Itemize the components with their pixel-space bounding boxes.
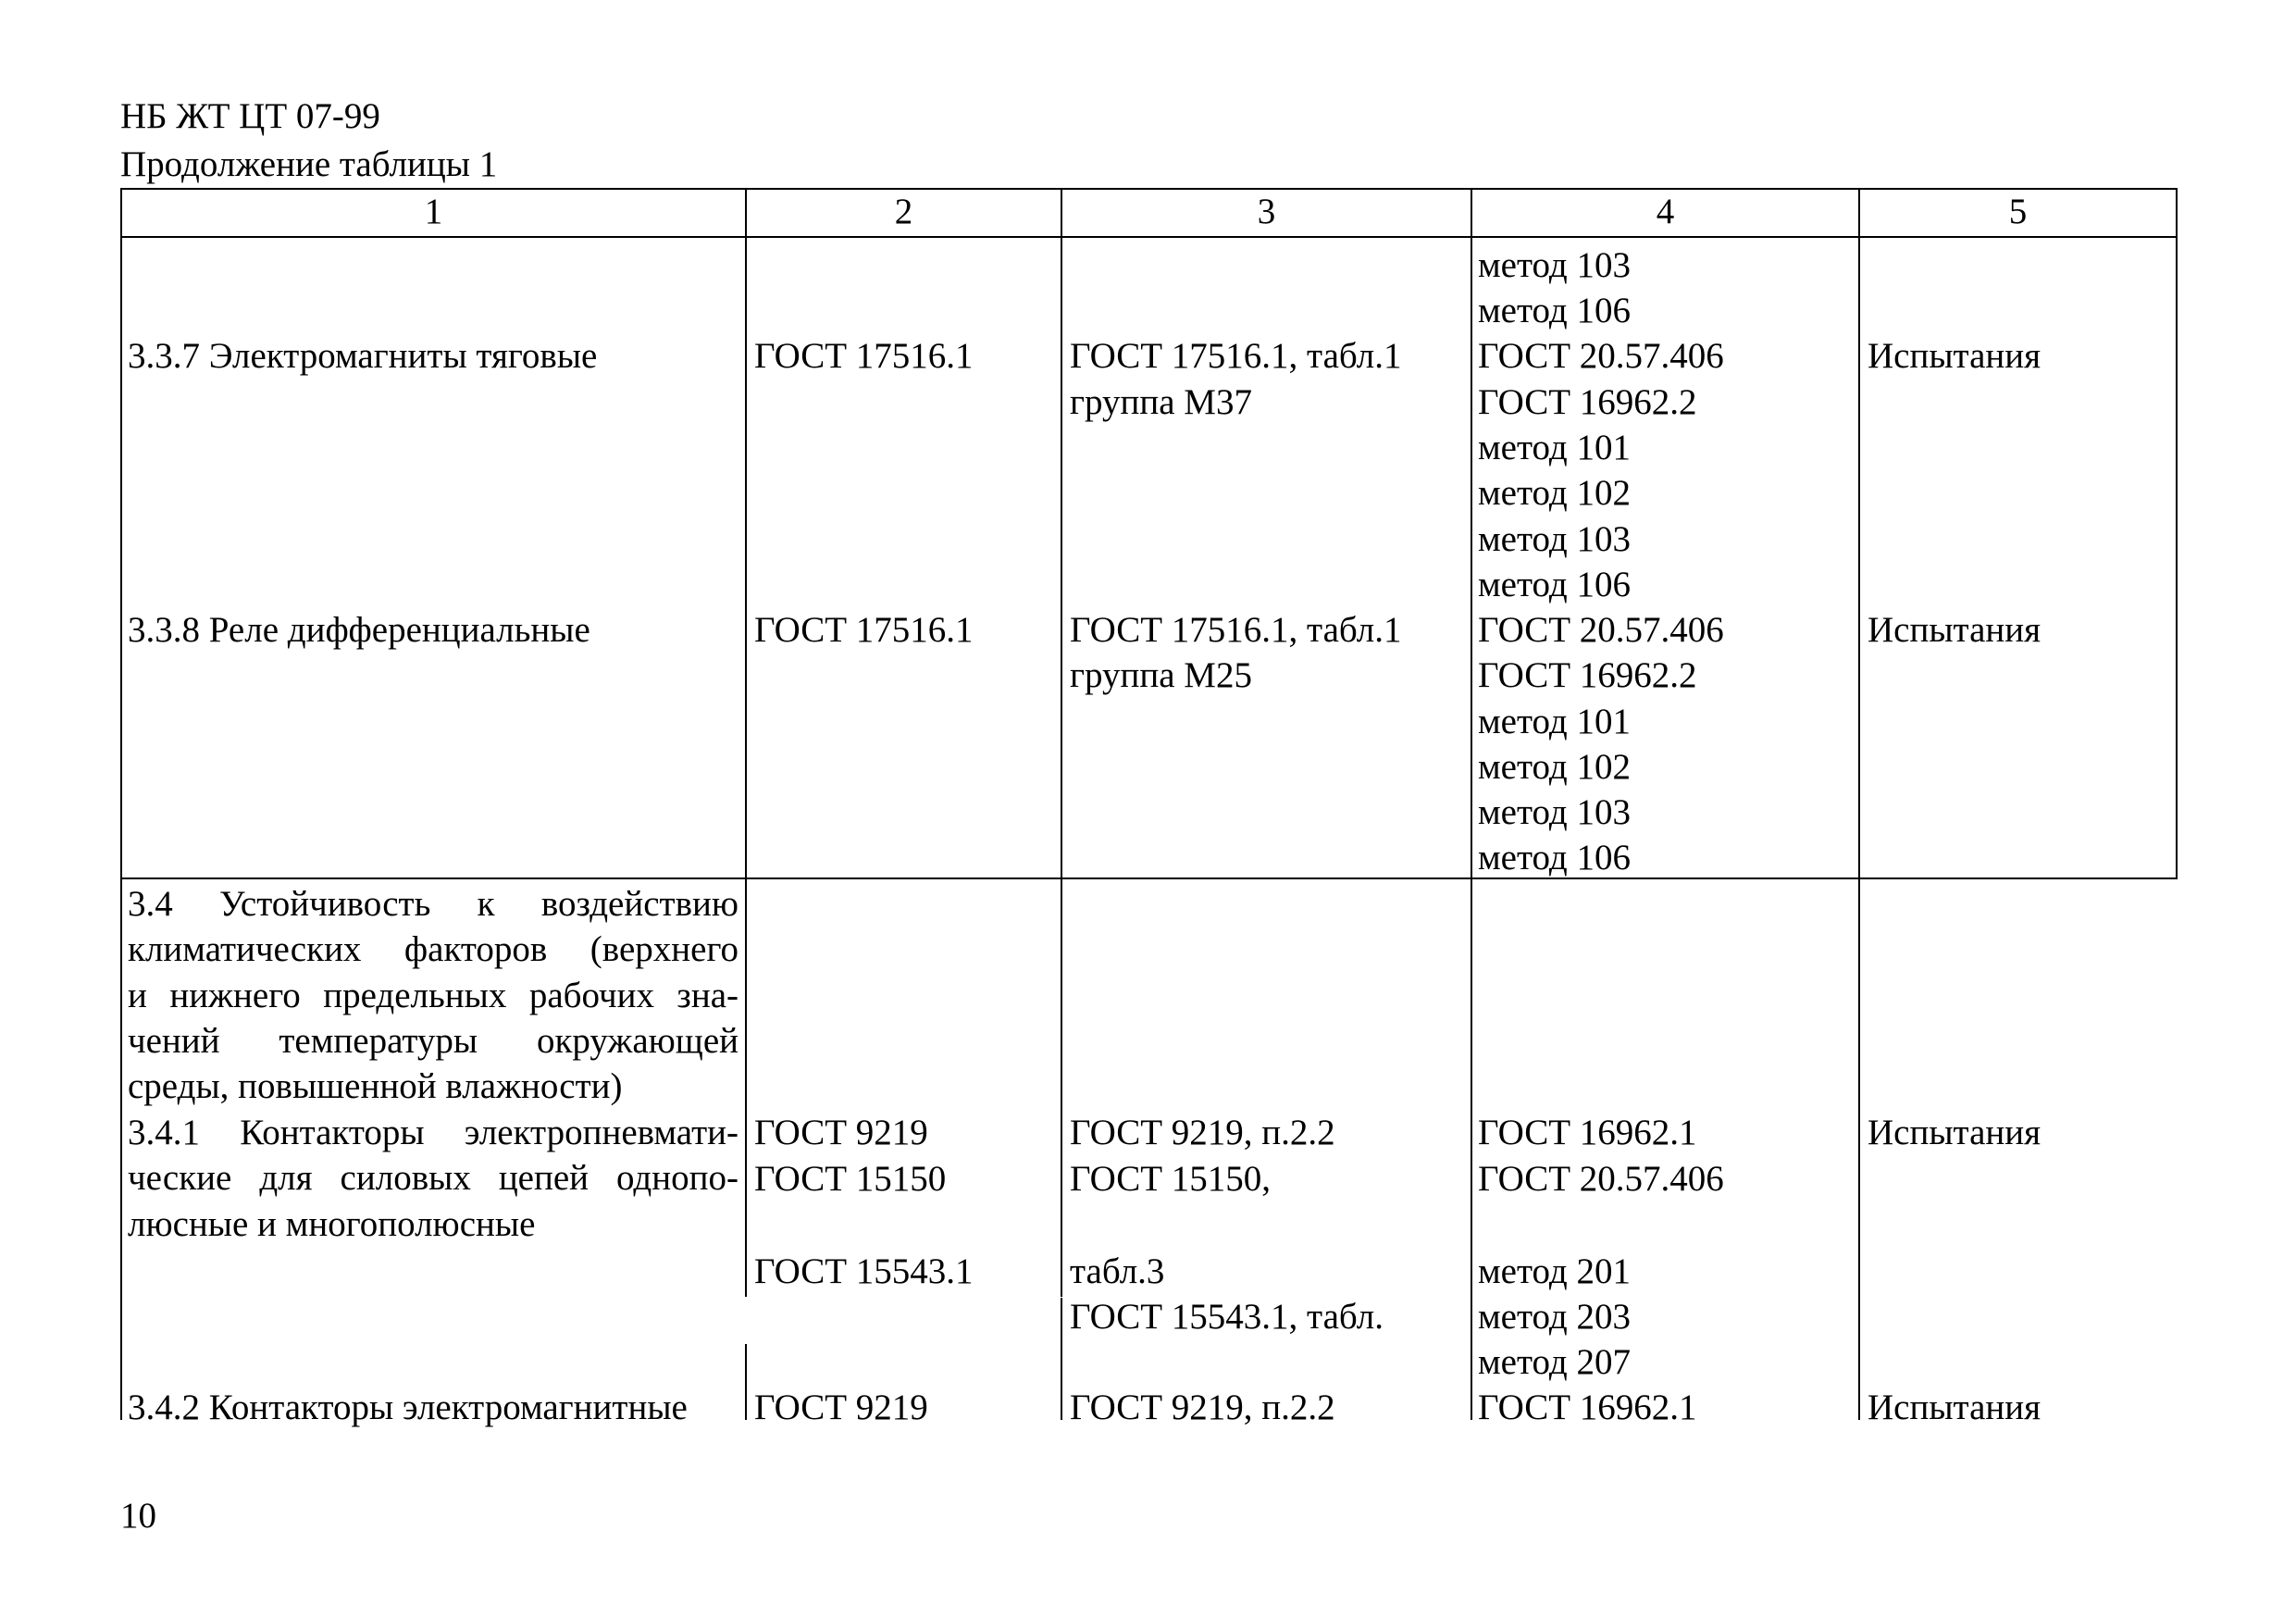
title-line: 3.4.1 Контакторы электропневмати- [128,1113,738,1152]
method-ref: ГОСТ 20.57.406 [1478,1159,1724,1199]
table-row-divider [120,877,2178,879]
standard-ref: ГОСТ 15150 [754,1159,947,1199]
cell-text: метод 106 [1478,838,1631,877]
item-title: 3.3.7 Электромагниты тяговые [128,336,598,376]
condition-ref: табл.3 [1070,1251,1165,1291]
cell-text: метод 103 [1478,519,1631,559]
document-code: НБ ЖТ ЦТ 07-99 [120,96,380,136]
method-ref: ГОСТ 16962.1 [1478,1113,1697,1152]
cell-text: ГОСТ 20.57.406 [1478,336,1724,376]
column-divider-1-2 [745,1344,747,1420]
condition-ref: ГОСТ 9219, п.2.2 [1070,1388,1335,1427]
condition-ref: ГОСТ 15543.1, табл. [1070,1297,1384,1337]
method-ref: ГОСТ 16962.1 [1478,1388,1697,1427]
item-title: 3.4.2 Контакторы электромагнитные [128,1388,688,1427]
condition-ref: ГОСТ 17516.1, табл.1 [1070,336,1402,376]
control-type: Испытания [1868,336,2042,376]
column-header-3: 3 [1257,192,1276,231]
cell-text: ГОСТ 16962.2 [1478,655,1697,695]
cell-text: метод 102 [1478,747,1631,787]
standard-ref: ГОСТ 17516.1 [754,336,974,376]
standard-ref: ГОСТ 9219 [754,1113,928,1152]
column-header-5: 5 [2008,192,2028,231]
column-header-1: 1 [424,192,443,231]
condition-ref: ГОСТ 9219, п.2.2 [1070,1113,1335,1152]
item-title [128,1110,738,1247]
column-header-2: 2 [894,192,913,231]
cell-text: метод 101 [1478,702,1631,741]
condition-group: группа М25 [1070,655,1252,695]
column-header-4: 4 [1656,192,1675,231]
table-left-border [120,188,122,1420]
standard-ref: ГОСТ 9219 [754,1388,928,1427]
page-number: 10 [120,1496,156,1536]
condition-ref: ГОСТ 17516.1, табл.1 [1070,610,1402,650]
condition-group: группа М37 [1070,382,1252,422]
control-type: Испытания [1868,610,2042,650]
title-line: люсные и многополюсные [128,1203,536,1244]
control-type: Испытания [1868,1113,2042,1152]
cell-text: ГОСТ 16962.2 [1478,382,1697,422]
method-ref: метод 201 [1478,1251,1631,1291]
column-divider-4-5 [1858,188,1860,1420]
cell-text: метод 106 [1478,291,1631,330]
method-ref: метод 207 [1478,1342,1631,1382]
table-header-bottom-border [120,236,2178,238]
item-title: 3.3.8 Реле дифференциальные [128,610,590,650]
table-continuation-caption: Продолжение таблицы 1 [120,144,498,184]
heading-line: климатических факторов (верхнего [128,929,738,970]
cell-text: ГОСТ 20.57.406 [1478,610,1724,650]
column-divider-1-2 [745,188,747,1297]
heading-line: чений температуры окружающей [128,1020,738,1061]
column-divider-3-4 [1471,188,1472,1420]
control-type: Испытания [1868,1388,2042,1427]
heading-line: среды, повышенной влажности) [128,1066,623,1107]
cell-text: метод 106 [1478,565,1631,604]
column-divider-2-3 [1061,1298,1062,1420]
standard-ref: ГОСТ 15543.1 [754,1251,974,1291]
column-divider-2-3 [1061,188,1062,1297]
title-line: ческие для силовых цепей однопо- [128,1158,738,1199]
heading-line: 3.4 Устойчивость к воздействию [128,884,738,924]
cell-text: метод 103 [1478,245,1631,285]
cell-text: метод 102 [1478,473,1631,513]
cell-text: метод 101 [1478,428,1631,467]
cell-text: метод 103 [1478,792,1631,832]
condition-ref: ГОСТ 15150, [1070,1159,1272,1199]
section-3-4-heading [128,881,738,1109]
method-ref: метод 203 [1478,1297,1631,1337]
table-right-border [2176,188,2178,877]
standard-ref: ГОСТ 17516.1 [754,610,974,650]
heading-line: и нижнего предельных рабочих зна- [128,975,738,1015]
